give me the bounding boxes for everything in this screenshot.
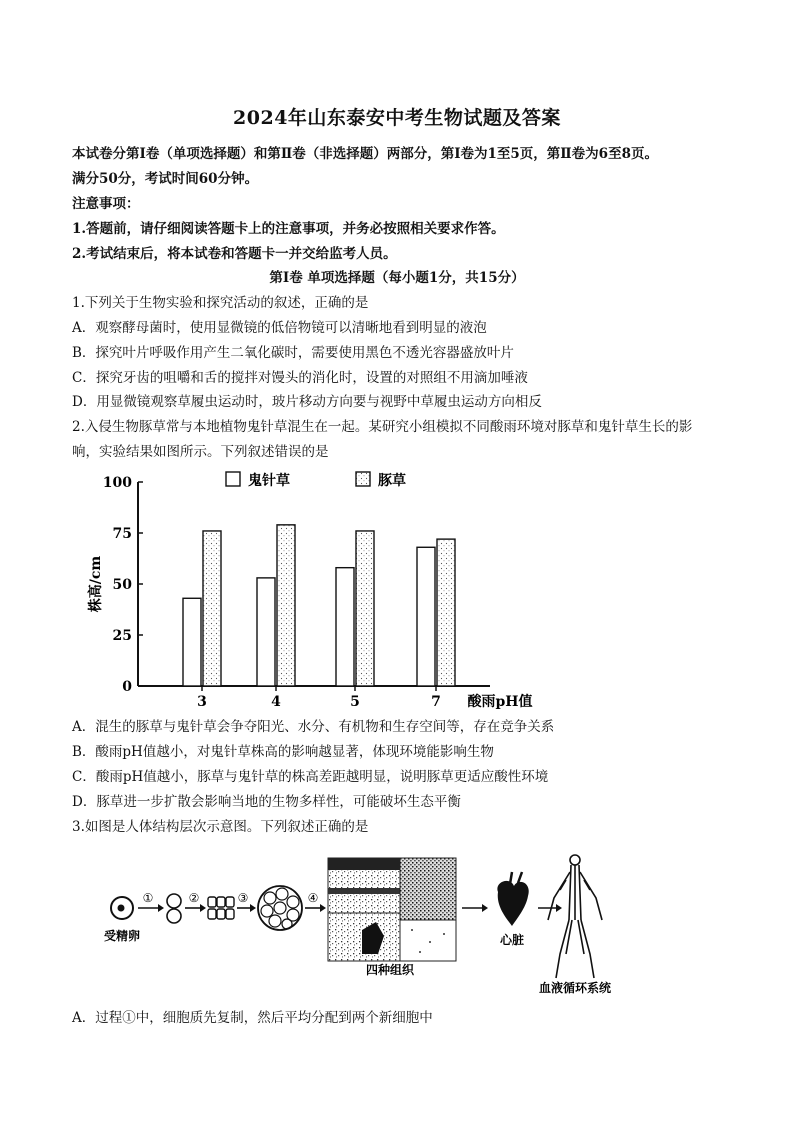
q2-option-b: B．酸雨pH值越小，对鬼针草株高的影响越显著，体现环境能影响生物 (72, 744, 494, 760)
egg-nucleus (118, 905, 125, 912)
legend-label-tuncao: 豚草 (378, 473, 406, 489)
x-axis-label: 酸雨pH值 (467, 694, 533, 710)
x-tick-label: 7 (431, 694, 441, 710)
notice-heading: 注意事项： (72, 196, 140, 212)
q2-option-d: D．豚草进一步扩散会影响当地的生物多样性，可能破坏生态平衡 (72, 794, 461, 810)
page-title: 2024年山东泰安中考生物试题及答案 (233, 107, 561, 129)
x-tick-label: 4 (271, 694, 281, 710)
y-tick-label: 100 (102, 475, 132, 491)
bar-tuncao-ph4 (277, 525, 295, 686)
bar-guizhencao-ph7 (417, 547, 435, 686)
bar-tuncao-ph5 (356, 531, 374, 686)
q1-stem: 1.下列关于生物实验和探究活动的叙述，正确的是 (72, 295, 369, 311)
x-tick-label: 5 (350, 694, 360, 710)
q1-option-b: B．探究叶片呼吸作用产生二氧化碳时，需要使用黑色不透光容器盛放叶片 (72, 345, 514, 361)
bar-guizhencao-ph5 (336, 568, 354, 686)
step-1-label: ① (142, 891, 154, 905)
y-tick-label: 75 (112, 526, 132, 542)
structure-diagram (100, 850, 640, 1000)
q2-stem-1: 2.入侵生物豚草常与本地植物鬼针草混生在一起。某研究小组模拟不同酸雨环境对豚草和鬼针草生长的影 (72, 419, 693, 435)
legend-swatch-guizhencao (226, 472, 240, 486)
q1-option-c: C．探究牙齿的咀嚼和舌的搅拌对馒头的消化时，设置的对照组不用滴加唾液 (72, 370, 528, 386)
bar-guizhencao-ph4 (257, 578, 275, 686)
bar-chart (80, 462, 540, 710)
y-tick-label: 25 (112, 628, 132, 644)
heart-label: 心脏 (499, 933, 525, 947)
heart-image (497, 881, 528, 926)
arrow-6-head (556, 904, 562, 912)
arrow-2-head (200, 904, 206, 912)
q2-stem-2: 响，实验结果如图所示。下列叙述错误的是 (72, 444, 329, 460)
circulatory-system-figure (548, 855, 602, 978)
arrow-4-head (320, 904, 326, 912)
notice-item-1: 1.答题前，请仔细阅读答题卡上的注意事项，并务必按照相关要求作答。 (72, 221, 505, 237)
section-heading: 第Ⅰ卷 单项选择题（每小题1分，共15分） (269, 270, 525, 286)
fertilized-egg-label: 受精卵 (103, 929, 141, 943)
q2-option-c: C．酸雨pH值越小，豚草与鬼针草的株高差距越明显，说明豚草更适应酸性环境 (72, 769, 549, 785)
step-4-label: ④ (307, 891, 319, 905)
q3-option-a: A．过程①中，细胞质先复制，然后平均分配到两个新细胞中 (72, 1010, 433, 1026)
bar-tuncao-ph3 (203, 531, 221, 686)
q2-option-a: A．混生的豚草与鬼针草会争夺阳光、水分、有机物和生存空间等，存在竞争关系 (72, 719, 555, 735)
y-tick-label: 0 (122, 679, 132, 695)
arrow-1-head (158, 904, 164, 912)
intro-line-2: 满分50分，考试时间60分钟。 (72, 171, 259, 187)
bar-guizhencao-ph3 (183, 598, 201, 686)
legend-swatch-tuncao (356, 472, 370, 486)
arrow-3-head (250, 904, 256, 912)
q1-option-d: D．用显微镜观察草履虫运动时，玻片移动方向要与视野中草履虫运动方向相反 (72, 394, 542, 410)
x-tick-label: 3 (197, 694, 207, 710)
arrow-5-head (482, 904, 488, 912)
legend-label-guizhencao: 鬼针草 (248, 473, 290, 489)
bar-tuncao-ph7 (437, 539, 455, 686)
two-cell-bottom (167, 909, 181, 923)
four-tissues-label: 四种组织 (365, 963, 415, 977)
y-axis-label: 株高/cm (88, 555, 104, 613)
two-cell-top (167, 894, 181, 908)
step-3-label: ③ (237, 891, 249, 905)
q1-option-a: A．观察酵母菌时，使用显微镜的低倍物镜可以清晰地看到明显的液泡 (72, 320, 487, 336)
step-2-label: ② (188, 891, 200, 905)
cell-group (208, 897, 234, 919)
four-tissues-image (328, 858, 456, 961)
cell-mass (258, 886, 302, 930)
notice-item-2: 2.考试结束后，将本试卷和答题卡一并交给监考人员。 (72, 246, 397, 262)
intro-line-1: 本试卷分第Ⅰ卷（单项选择题）和第Ⅱ卷（非选择题）两部分，第Ⅰ卷为1至5页，第Ⅱ卷为6至8页。 (72, 146, 658, 162)
q3-stem: 3.如图是人体结构层次示意图。下列叙述正确的是 (72, 819, 369, 835)
y-tick-label: 50 (112, 577, 132, 593)
circulation-label: 血液循环系统 (538, 981, 612, 995)
